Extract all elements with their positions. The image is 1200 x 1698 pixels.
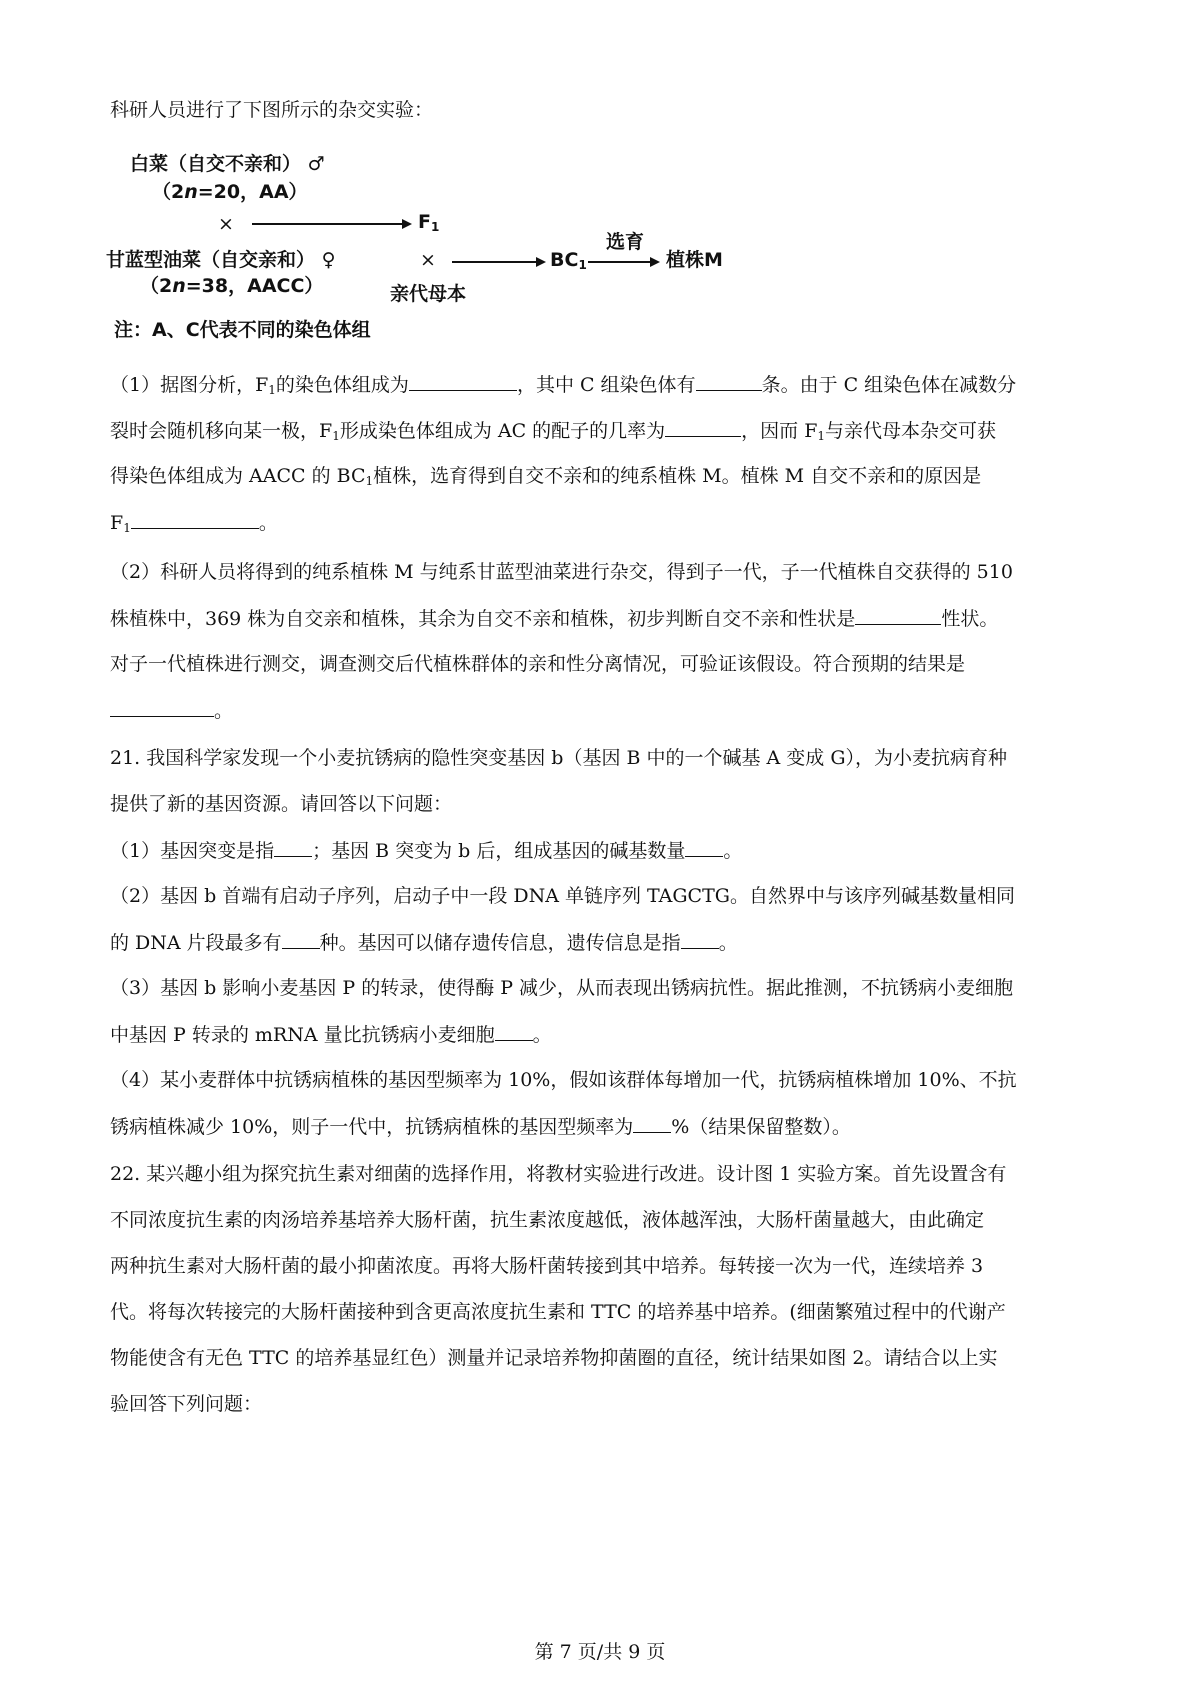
q21-p3b: 中基因 P 转录的 mRNA 量比抗锈病小麦细胞	[110, 1024, 495, 1046]
q20-1-l2a: 裂时会随机移向某一极，F	[110, 420, 333, 442]
q20-1-line2	[110, 418, 1100, 443]
q21-p4c: %（结果保留整数）。	[671, 1116, 851, 1138]
arrow-to-f1-icon	[252, 216, 412, 232]
q21-part3-line2	[110, 1022, 1100, 1047]
q22-line4: 代。将每次转接完的大肠杆菌接种到含更高浓度抗生素和 TTC 的培养基中培养。(细菌繁殖过程中的代谢产	[110, 1301, 1006, 1323]
cross-symbol-2: ×	[420, 249, 436, 271]
answer-blank[interactable]	[855, 606, 941, 625]
q20-2-line2	[110, 606, 1100, 631]
q21-part3-line1: （3）基因 b 影响小麦基因 P 的转录，使得酶 P 减少，从而表现出锈病抗性。据此推测，不抗锈病小麦细胞	[110, 977, 1014, 999]
bc1-label	[550, 248, 587, 272]
cross-diagram	[106, 152, 818, 382]
diagram-note: 注：A、C代表不同的染色体组	[114, 319, 371, 341]
q21-line1: 21. 我国科学家发现一个小麦抗锈病的隐性突变基因 b（基因 B 中的一个碱基 A 变成 G），为小麦抗病育种	[110, 747, 1008, 769]
q21-part1	[110, 838, 1100, 863]
arrow-to-plant-m-icon	[588, 254, 660, 270]
q21-p2b: 的 DNA 片段最多有	[110, 932, 282, 954]
female-parent-name: 甘蓝型油菜（自交亲和）	[106, 249, 316, 271]
female-karyotype-post: =38，AACC）	[185, 275, 324, 297]
q20-2-l2a: 株植株中，369 株为自交亲和植株，其余为自交不亲和植株，初步判断自交不亲和性状是	[110, 608, 856, 630]
answer-blank[interactable]	[409, 372, 517, 391]
female-karyotype-pre: （2	[140, 275, 173, 297]
intro-text	[110, 98, 1100, 122]
female-symbol: ♀	[321, 249, 336, 271]
female-karyotype	[140, 274, 323, 298]
arrow-to-bc1-icon	[452, 254, 546, 270]
q20-1-sub1: 1	[268, 383, 276, 397]
q20-1-sub3: 1	[817, 429, 826, 443]
f1-label	[418, 210, 439, 234]
q20-1-sub2: 1	[332, 429, 340, 443]
q20-1-l1b: 的染色体组成为	[275, 374, 409, 396]
backcross-parent-label: 亲代母本	[390, 283, 467, 305]
q20-1-line1	[110, 372, 1100, 397]
q22-line6: 验回答下列问题：	[110, 1393, 263, 1415]
q22-line2: 不同浓度抗生素的肉汤培养基培养大肠杆菌，抗生素浓度越低，液体越浑浊，大肠杆菌量越大，由此确定	[110, 1209, 985, 1231]
answer-blank[interactable]	[665, 418, 741, 437]
q21-part2-line2	[110, 930, 1100, 955]
q20-1-l3b: 植株，选育得到自交不亲和的纯系植株 M。植株 M 自交不亲和的原因是	[373, 465, 982, 487]
answer-blank[interactable]	[131, 510, 259, 529]
male-parent	[130, 152, 325, 176]
q20-1-l4a: F	[110, 512, 124, 534]
male-karyotype	[152, 180, 308, 204]
q20-1-l2c: ，因而 F	[741, 420, 818, 442]
q20-2-l4: 。	[214, 700, 234, 722]
q21-p1c: 。	[723, 840, 743, 862]
q21-p1a: （1）基因突变是指	[110, 840, 275, 862]
bc1-letters: BC	[550, 249, 579, 271]
male-karyotype-pre: （2	[152, 181, 185, 203]
answer-blank[interactable]	[495, 1022, 533, 1041]
page-footer: 第 7 页/共 9 页	[534, 1641, 666, 1663]
female-karyotype-n: n	[172, 275, 186, 297]
plant-m-label: 植株M	[666, 249, 723, 271]
q21-part2-line1: （2）基因 b 首端有启动子序列，启动子中一段 DNA 单链序列 TAGCTG。自然界中与该序列碱基数量相同	[110, 885, 1015, 907]
q20-1-l4b: 。	[258, 512, 278, 534]
female-parent	[106, 248, 336, 272]
male-parent-name: 白菜（自交不亲和）	[130, 153, 302, 175]
q22-line5: 物能使含有无色 TTC 的培养基显红色）测量并记录培养物抑菌圈的直径，统计结果如图 2。请结合以上实	[110, 1347, 998, 1369]
cross-symbol-1: ×	[218, 213, 234, 235]
q20-2-line3: 对子一代植株进行测交，调查测交后代植株群体的亲和性分离情况，可验证该假设。符合预期的结果是	[110, 653, 966, 675]
q21-p2c: 种。基因可以储存遗传信息，遗传信息是指	[319, 932, 681, 954]
f1-sub: 1	[430, 220, 440, 234]
q20-1-l1c: ，其中 C 组染色体有	[516, 374, 696, 396]
q20-1-l1d: 条。由于 C 组染色体在减数分	[761, 374, 1017, 396]
answer-blank[interactable]	[685, 838, 723, 857]
q21-part4-line2	[110, 1114, 1100, 1139]
selection-label: 选育	[606, 231, 645, 253]
q20-1-l3a: 得染色体组成为 AACC 的 BC	[110, 465, 366, 487]
answer-blank[interactable]	[110, 698, 214, 717]
q20-1-l1a: （1）据图分析，F	[110, 374, 269, 396]
q20-1-sub5: 1	[123, 521, 131, 535]
answer-blank[interactable]	[282, 930, 320, 949]
q22-line1: 22. 某兴趣小组为探究抗生素对细菌的选择作用，将教材实验进行改进。设计图 1 实验方案。首先设置含有	[110, 1163, 1007, 1185]
q20-1-line4	[110, 510, 1100, 535]
q21-part4-line1: （4）某小麦群体中抗锈病植株的基因型频率为 10%，假如该群体每增加一代，抗锈病植株增加 10%、不抗	[110, 1069, 1017, 1091]
bc1-sub: 1	[578, 258, 587, 272]
f1-letter: F	[418, 211, 431, 233]
q20-2-line4	[110, 698, 1100, 723]
answer-blank[interactable]	[681, 930, 719, 949]
answer-blank[interactable]	[633, 1114, 671, 1133]
q21-line2: 提供了新的基因资源。请回答以下问题：	[110, 793, 453, 815]
q21-p1b: ；基因 B 突变为 b 后，组成基因的碱基数量	[312, 840, 686, 862]
q20-2-line1: （2）科研人员将得到的纯系植株 M 与纯系甘蓝型油菜进行杂交，得到子一代，子一代植株自交获得的 510	[110, 561, 1013, 583]
q20-1-l2b: 形成染色体组成为 AC 的配子的几率为	[339, 420, 666, 442]
q20-2-l2b: 性状。	[941, 608, 999, 630]
answer-blank[interactable]	[696, 372, 762, 391]
q21-p2d: 。	[718, 932, 738, 954]
q20-1-line3	[110, 464, 1100, 488]
answer-blank[interactable]	[274, 838, 312, 857]
q21-p3c: 。	[532, 1024, 552, 1046]
male-symbol: ♂	[307, 153, 325, 175]
q22-line3: 两种抗生素对大肠杆菌的最小抑菌浓度。再将大肠杆菌转接到其中培养。每转接一次为一代，连续培养 3	[110, 1255, 984, 1277]
intro-span: 科研人员进行了下图所示的杂交实验：	[110, 99, 434, 121]
q21-p4b: 锈病植株减少 10%，则子一代中，抗锈病植株的基因型频率为	[110, 1116, 634, 1138]
q20-1-sub4: 1	[365, 474, 374, 488]
male-karyotype-post: =20，AA）	[197, 181, 308, 203]
q20-1-l2d: 与亲代母本杂交可获	[825, 420, 997, 442]
male-karyotype-n: n	[184, 181, 198, 203]
